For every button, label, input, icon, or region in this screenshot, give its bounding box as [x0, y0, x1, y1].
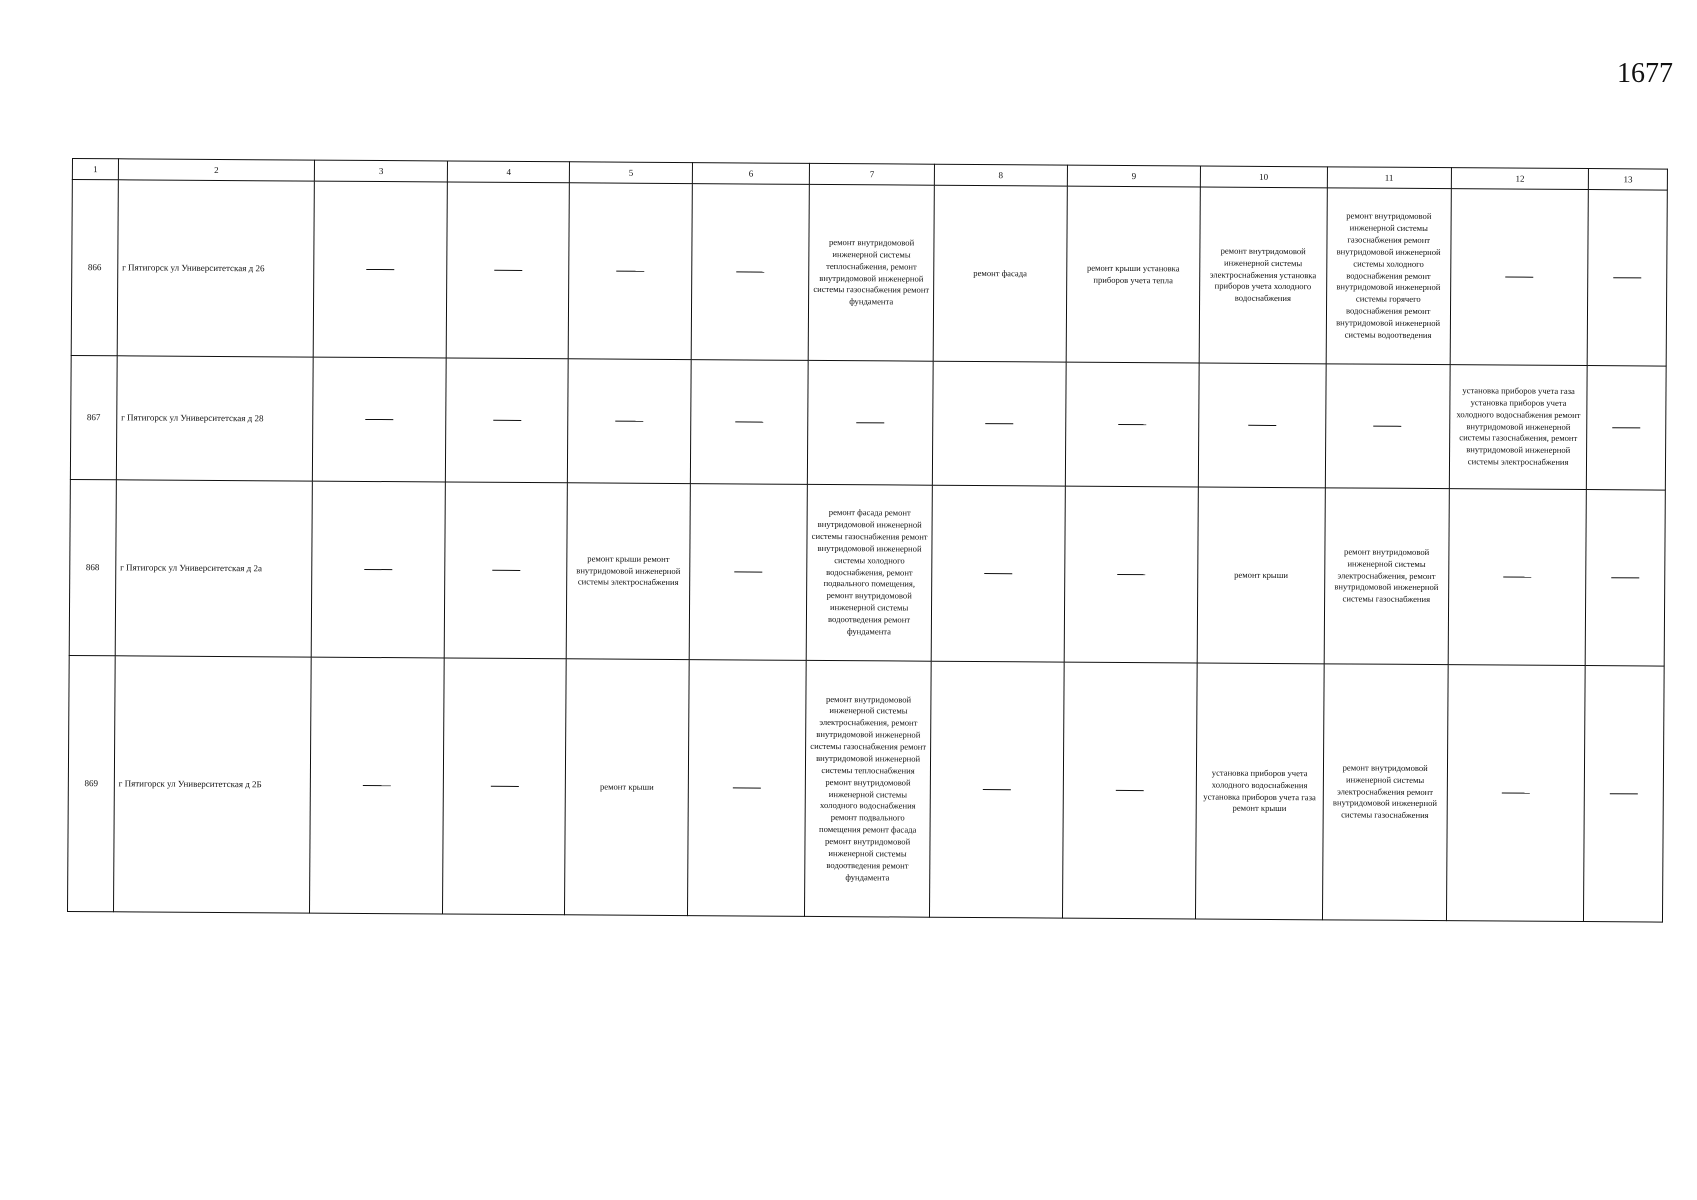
table-row [71, 180, 1667, 367]
work-cell [444, 482, 567, 659]
column-number: 13 [1589, 169, 1668, 191]
work-cell [1446, 665, 1585, 922]
work-cell [313, 181, 447, 358]
empty-dash [1118, 424, 1146, 425]
column-number: 3 [315, 160, 448, 182]
empty-dash [1117, 574, 1145, 575]
column-number: 9 [1067, 165, 1200, 187]
work-cell: установка приборов учета газа установка приборов учета холодного водоснабжения ремонт внутридомовой инженерной системы газоснабжения, ремонт внутридомовой инженерной системы электроснабжения [1449, 365, 1587, 490]
row-number-cell: 869 [68, 655, 116, 911]
empty-dash [493, 420, 521, 421]
empty-dash [1613, 277, 1641, 278]
address-cell: г Пятигорск ул Университетская д 26 [117, 180, 315, 357]
work-cell [1065, 362, 1199, 487]
work-cell: ремонт внутридомовой инженерной системы газоснабжения ремонт внутридомовой инженерной системы холодного водоснабжения ремонт внутридомовой инженерной системы горячего водоснабжения ремонт внутридомовой инженерной системы водоотведения [1326, 188, 1452, 365]
empty-dash [494, 270, 522, 271]
work-cell [687, 660, 807, 917]
work-cell [310, 657, 445, 914]
work-cell [446, 358, 569, 483]
empty-dash [1503, 577, 1531, 578]
work-cell: ремонт внутридомовой инженерной системы теплоснабжения, ремонт внутридомовой инженерной системы газоснабжения ремонт фундамента [809, 184, 935, 361]
empty-dash [364, 569, 392, 570]
empty-dash [984, 573, 1012, 574]
work-cell [689, 484, 808, 661]
column-number: 6 [692, 163, 810, 185]
empty-dash [856, 422, 884, 423]
page-number: 1677 [1617, 58, 1673, 89]
column-number: 12 [1451, 168, 1589, 190]
repair-schedule-table [67, 158, 1668, 923]
work-cell [1198, 363, 1325, 488]
work-cell: ремонт внутридомовой инженерной системы электроснабжения, ремонт внутридомовой инженерной системы газоснабжения [1324, 488, 1450, 665]
work-cell [691, 184, 810, 361]
work-cell: ремонт фасада ремонт внутридомовой инженерной системы газоснабжения ремонт внутридомовой инженерной системы холодного водоснабжения, ремонт подвального помещения, ремонт внутридомовой инженерной системы водоотведения ремонт фундамента [807, 484, 933, 661]
empty-dash [366, 269, 394, 270]
empty-dash [985, 423, 1013, 424]
empty-dash [736, 272, 764, 273]
row-number-cell: 866 [71, 180, 118, 356]
empty-dash [365, 419, 393, 420]
work-cell: ремонт крыши ремонт внутридомовой инженерной системы электроснабжения [567, 483, 690, 660]
work-cell [1325, 364, 1450, 489]
empty-dash [1373, 426, 1401, 427]
empty-dash [1502, 793, 1530, 794]
work-cell [932, 361, 1066, 486]
work-cell [1448, 489, 1587, 666]
empty-dash [1248, 425, 1276, 426]
empty-dash [1611, 577, 1639, 578]
work-cell: ремонт внутридомовой инженерной системы электроснабжения установка приборов учета холодного водоснабжения [1199, 187, 1327, 364]
column-number: 4 [448, 161, 570, 183]
row-number-cell: 867 [70, 355, 117, 479]
work-cell: ремонт крыши установка приборов учета тепла [1066, 186, 1200, 363]
work-cell [1586, 490, 1666, 667]
table-row [70, 355, 1666, 490]
work-cell [1584, 666, 1664, 923]
table-row [69, 479, 1665, 666]
table-body [68, 180, 1668, 923]
work-cell [446, 182, 569, 359]
empty-dash [733, 787, 761, 788]
work-cell [1587, 366, 1666, 491]
empty-dash [491, 786, 519, 787]
address-cell: г Пятигорск ул Университетская д 2Б [113, 656, 311, 913]
work-cell [931, 485, 1065, 662]
empty-dash [1610, 793, 1638, 794]
empty-dash [1116, 790, 1144, 791]
empty-dash [363, 785, 391, 786]
work-cell [568, 359, 691, 484]
work-cell [569, 183, 692, 360]
empty-dash [615, 421, 643, 422]
work-cell [311, 481, 445, 658]
empty-dash [616, 271, 644, 272]
column-number: 1 [72, 159, 118, 180]
work-cell [443, 658, 567, 915]
column-number: 7 [810, 163, 934, 185]
work-cell [1588, 190, 1668, 367]
empty-dash [492, 570, 520, 571]
empty-dash [1505, 277, 1533, 278]
empty-dash [1612, 427, 1640, 428]
column-number: 11 [1327, 167, 1451, 189]
empty-dash [735, 421, 763, 422]
work-cell [690, 360, 809, 485]
work-cell [808, 360, 933, 485]
column-number: 8 [934, 164, 1067, 186]
empty-dash [734, 571, 762, 572]
work-cell: ремонт крыши [1197, 487, 1325, 664]
work-cell [929, 661, 1064, 918]
work-cell [1450, 189, 1589, 366]
work-cell [1062, 662, 1197, 919]
work-cell: установка приборов учета холодного водоснабжения установка приборов учета газа ремонт крыши [1195, 663, 1323, 920]
empty-dash [983, 789, 1011, 790]
row-number-cell: 868 [69, 479, 116, 655]
work-cell [313, 357, 447, 482]
column-number: 2 [118, 159, 314, 181]
address-cell: г Пятигорск ул Университетская д 2а [115, 480, 313, 657]
column-number: 5 [570, 162, 692, 184]
table-row [68, 655, 1665, 922]
address-cell: г Пятигорск ул Университетская д 28 [116, 356, 313, 481]
work-cell: ремонт фасада [933, 185, 1067, 362]
work-cell [1064, 486, 1198, 663]
work-cell: ремонт внутридомовой инженерной системы электроснабжения, ремонт внутридомовой инженерной системы газоснабжения ремонт внутридомовой инженерной системы теплоснабжения ремонт внутридомовой инженерной системы холодного водоснабжения ремонт подвального помещения ремонт фасада ремонт внутридомовой инженерной системы водоотведения ремонт фундамента [805, 660, 931, 917]
work-cell: ремонт внутридомовой инженерной системы электроснабжения ремонт внутридомовой инженерной системы газоснабжения [1322, 664, 1448, 921]
column-number: 10 [1200, 166, 1327, 188]
work-cell: ремонт крыши [565, 659, 689, 916]
repair-schedule-sheet [67, 158, 1668, 923]
